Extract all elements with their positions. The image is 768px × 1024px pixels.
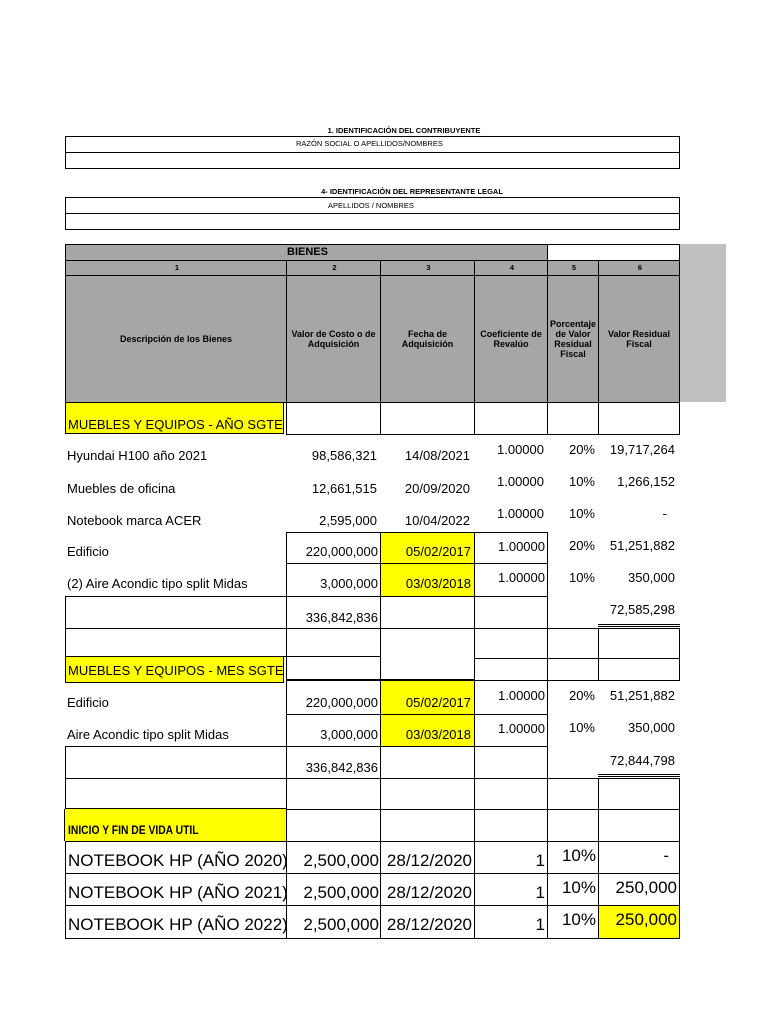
section-b-blank-pct	[547, 658, 599, 681]
col-number-6: 6	[598, 260, 680, 276]
row-fecha: 28/12/2020	[386, 915, 472, 934]
spacer-cell	[65, 778, 287, 809]
section-c-label: INICIO Y FIN DE VIDA UTIL	[64, 809, 286, 841]
total-b-desc-cell	[65, 746, 287, 779]
row-coef-cell	[474, 714, 548, 747]
col-number-4: 4	[474, 260, 548, 276]
row-desc: Aire Acondic tipo split Midas	[67, 727, 229, 742]
row-fecha-cell	[380, 841, 475, 874]
row-valor-cell	[286, 563, 381, 597]
row-residual: 350,000	[628, 720, 675, 735]
row-coef: 1.00000	[498, 721, 545, 736]
row-desc: NOTEBOOK HP (AÑO 2020)	[68, 851, 288, 870]
spacer-cell	[286, 628, 381, 657]
col-header-descripcion: Descripción de los Bienes	[65, 275, 287, 403]
row-fecha: 28/12/2020	[386, 851, 472, 870]
row-fecha: 05/02/2017	[405, 695, 471, 710]
spacer-cell	[598, 628, 680, 659]
row-residual-cell	[598, 873, 680, 906]
row-coef-cell	[474, 680, 548, 715]
row-desc: Edificio	[67, 695, 109, 710]
row-valor: 98,586,321	[311, 448, 377, 463]
bienes-header-label: BIENES	[287, 246, 328, 258]
row-valor-cell	[286, 873, 381, 906]
section-a-blank-residual	[598, 402, 680, 435]
row-valor-cell	[286, 532, 381, 564]
row-residual: 250,000	[615, 878, 677, 897]
row-fecha: 10/04/2022	[404, 513, 470, 528]
section-a-blank-fecha	[380, 402, 475, 435]
row-fecha-cell	[380, 680, 475, 715]
row-residual: 19,717,264	[609, 442, 675, 457]
total-b-coef-cell	[474, 746, 548, 779]
total-b-residual-cell	[598, 746, 680, 777]
row-valor-cell	[286, 714, 381, 747]
row-fecha: 20/09/2020	[404, 481, 470, 496]
row-fecha-cell	[380, 905, 475, 939]
row-coef: 1.00000	[498, 570, 545, 585]
spacer-cell	[598, 778, 680, 810]
row-desc: Hyundai H100 año 2021	[67, 448, 208, 463]
total-b-valor-cell	[286, 746, 381, 779]
row-valor: 2,500,000	[303, 915, 379, 934]
total-a-residual-cell	[598, 596, 680, 627]
section-c-blank-coef	[474, 809, 548, 842]
row-coef: 1	[535, 851, 545, 870]
spacer-cell	[547, 778, 599, 810]
section4-title: 4- IDENTIFICACIÓN DEL REPRESENTANTE LEGAL	[321, 187, 503, 196]
row-coef: 1.00000	[498, 688, 545, 703]
row-valor-cell	[286, 905, 381, 939]
row-desc: Muebles de oficina	[67, 481, 176, 496]
row-residual-cell	[598, 905, 680, 939]
spacer-cell	[65, 628, 287, 657]
row-coef: 1.00000	[497, 474, 544, 489]
spacer-cell	[474, 628, 548, 659]
row-fecha-cell	[380, 714, 475, 747]
side-panel	[680, 244, 726, 402]
row-pct: 10%	[561, 910, 596, 929]
section-c-blank-fecha	[380, 809, 475, 842]
row-valor: 3,000,000	[320, 576, 378, 591]
section-a-blank-pct	[547, 402, 599, 435]
row-residual: 51,251,882	[609, 538, 675, 553]
section-b-blank-coef	[474, 658, 548, 681]
section-a-label: MUEBLES Y EQUIPOS - AÑO SGTE	[65, 402, 284, 434]
row-desc-cell	[65, 905, 287, 939]
row-coef: 1.00000	[497, 442, 544, 457]
section4-label-row	[65, 197, 680, 214]
col-number-2: 2	[286, 260, 381, 276]
row-coef-cell	[474, 873, 548, 906]
row-pct: 10%	[568, 570, 595, 585]
row-pct: 20%	[568, 688, 595, 703]
row-fecha-cell	[380, 532, 475, 564]
total-b-valor: 336,842,836	[305, 760, 378, 775]
row-valor-cell	[286, 680, 381, 715]
section1-label-row	[65, 136, 680, 153]
row-desc: NOTEBOOK HP (AÑO 2021)	[68, 883, 288, 902]
row-residual: 1,266,152	[617, 474, 675, 489]
spacer-cell	[474, 778, 548, 810]
col-header-valor: Valor de Costo o de Adquisición	[286, 275, 381, 403]
row-valor: 12,661,515	[311, 481, 377, 496]
col-number-1: 1	[65, 260, 287, 276]
row-coef: 1	[535, 915, 545, 934]
row-desc: Edificio	[67, 544, 109, 559]
row-residual: 51,251,882	[609, 688, 675, 703]
total-b-residual: 72,844,798	[609, 753, 675, 768]
row-fecha: 05/02/2017	[405, 544, 471, 559]
section1-name-input[interactable]	[65, 152, 680, 169]
spacer-cell	[380, 778, 475, 810]
total-a-valor: 336,842,836	[305, 610, 378, 625]
row-valor: 220,000,000	[305, 544, 378, 559]
col-number-3: 3	[380, 260, 475, 276]
spacer-cell	[547, 628, 599, 659]
row-residual: -	[662, 506, 667, 521]
row-fecha-cell	[380, 873, 475, 906]
row-residual: 350,000	[628, 570, 675, 585]
row-desc-cell	[65, 841, 287, 874]
section-c-blank-pct	[547, 809, 599, 842]
row-desc-cell	[65, 873, 287, 906]
col-header-coeficiente: Coeficiente de Revalúo	[474, 275, 548, 403]
row-pct: 20%	[568, 538, 595, 553]
row-fecha: 14/08/2021	[404, 448, 470, 463]
col-header-fecha: Fecha de Adquisición	[380, 275, 475, 403]
section-c-blank-valor	[286, 809, 381, 842]
section4-name-input[interactable]	[65, 213, 680, 230]
spacer-cell	[380, 628, 475, 680]
row-valor: 2,500,000	[303, 883, 379, 902]
row-valor-cell	[286, 841, 381, 874]
row-desc: NOTEBOOK HP (AÑO 2022)	[68, 915, 288, 934]
row-coef: 1.00000	[497, 506, 544, 521]
section-c-blank-residual	[598, 809, 680, 842]
row-coef-cell	[474, 563, 548, 597]
row-valor: 220,000,000	[305, 695, 378, 710]
section-a-blank-valor	[286, 402, 381, 435]
row-valor: 3,000,000	[320, 727, 378, 742]
row-pct: 10%	[568, 506, 595, 521]
bienes-header-blank	[547, 244, 680, 261]
section-a-blank-coef	[474, 402, 548, 435]
total-a-coef-cell	[474, 596, 548, 629]
row-coef-cell	[474, 841, 548, 874]
section-b-blank-valor	[286, 656, 381, 680]
section-b-label: MUEBLES Y EQUIPOS - MES SGTE	[65, 656, 284, 683]
col-header-porcentaje: Porcentaje de Valor Residual Fiscal	[547, 275, 599, 403]
row-pct: 10%	[561, 878, 596, 897]
row-pct-cell	[547, 841, 599, 874]
row-desc: (2) Aire Acondic tipo split Midas	[67, 576, 248, 591]
row-valor: 2,595,000	[319, 513, 377, 528]
row-coef: 1.00000	[498, 539, 545, 554]
row-residual: -	[663, 846, 669, 865]
row-residual: 250,000	[615, 910, 677, 929]
total-a-valor-cell	[286, 596, 381, 629]
row-coef-cell	[474, 532, 548, 564]
col-number-5: 5	[547, 260, 599, 276]
row-pct: 10%	[561, 846, 596, 865]
row-fecha: 28/12/2020	[386, 883, 472, 902]
total-a-residual: 72,585,298	[609, 602, 675, 617]
section-b-blank-residual	[598, 658, 680, 681]
row-pct: 10%	[568, 720, 595, 735]
bienes-header	[65, 244, 548, 261]
col-header-residual: Valor Residual Fiscal	[598, 275, 680, 403]
row-fecha: 03/03/2018	[405, 576, 471, 591]
section1-field-label: RAZÓN SOCIAL O APELLIDOS/NOMBRES	[296, 139, 443, 148]
row-valor: 2,500,000	[303, 851, 379, 870]
row-residual-cell	[598, 841, 680, 874]
section4-field-label: APELLIDOS / NOMBRES	[328, 201, 414, 210]
row-desc: Notebook marca ACER	[67, 513, 202, 528]
row-pct: 20%	[568, 442, 595, 457]
section1-title: 1. IDENTIFICACIÓN DEL CONTRIBUYENTE	[327, 126, 481, 135]
spacer-cell	[286, 778, 381, 810]
row-coef: 1	[535, 883, 545, 902]
row-fecha-cell	[380, 563, 475, 597]
row-fecha: 03/03/2018	[405, 727, 471, 742]
row-pct-cell	[547, 873, 599, 906]
row-coef-cell	[474, 905, 548, 939]
total-a-desc-cell	[65, 596, 287, 629]
row-pct-cell	[547, 905, 599, 939]
row-pct: 10%	[568, 474, 595, 489]
